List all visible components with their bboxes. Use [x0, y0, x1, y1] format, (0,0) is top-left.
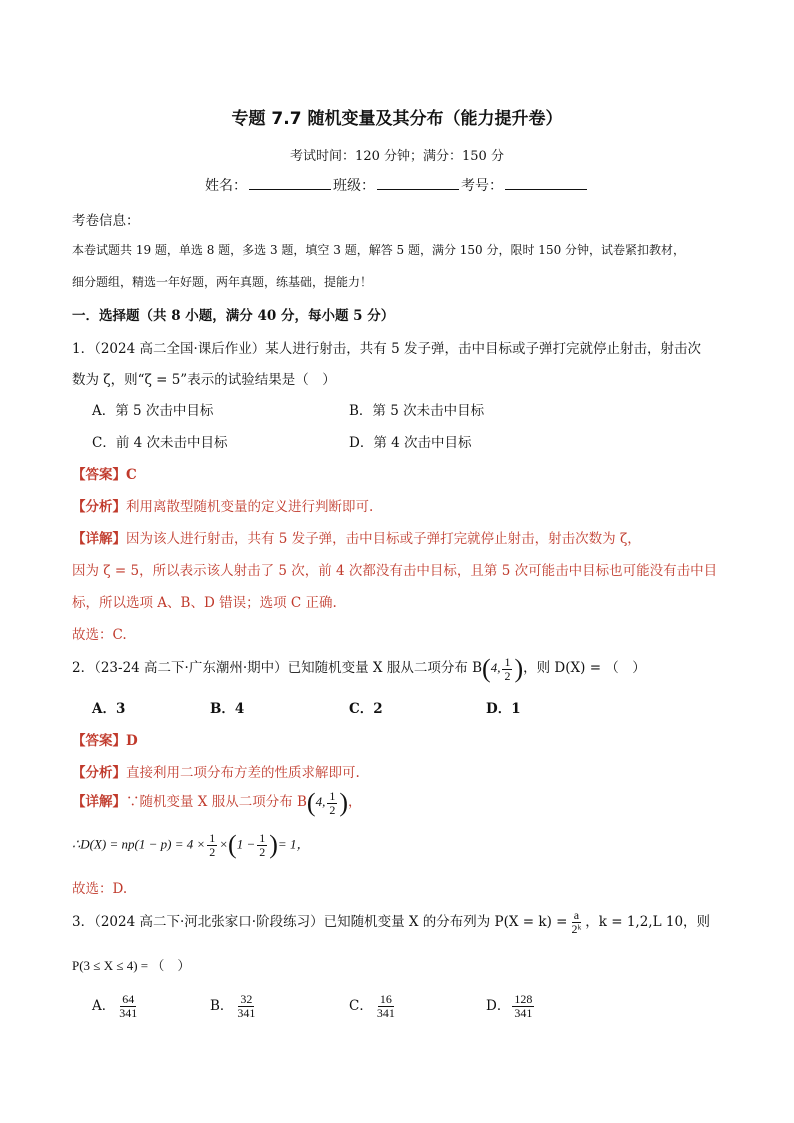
q2-detail-pre: ∵随机变量 X 服从二项分布 B: [126, 793, 307, 810]
q2-frac-num: 1: [504, 654, 511, 669]
q2-detail-frac-den: 2: [329, 802, 336, 817]
q2-calc-pre: ∴D(X) = np(1 − p) = 4 ×: [72, 836, 206, 852]
q2-calc-mid: ×: [219, 836, 229, 852]
q2-calc-frac-1-den: 2: [209, 844, 216, 859]
q3-option-a-den: 341: [119, 1006, 138, 1020]
q3-option-d: [486, 993, 536, 1020]
q2-calc-frac-2: [257, 832, 267, 859]
q3-option-a-num: 64: [122, 992, 135, 1006]
q2-calc-frac-1-num: 1: [209, 830, 216, 845]
q2-calc-frac-2-num: 1: [259, 830, 266, 845]
q1-option-d: D．第 4 次击中目标: [349, 435, 472, 451]
q1-option-c: C．前 4 次未击中目标: [92, 435, 228, 451]
q1-analysis: 利用离散型随机变量的定义进行判断即可.: [126, 499, 374, 515]
q3-option-c-frac: [375, 993, 397, 1020]
q1-option-b: B．第 5 次未击中目标: [349, 403, 485, 419]
answer-tag: 【答案】: [72, 467, 126, 483]
q2-calc-one: 1 −: [236, 836, 256, 852]
q3-option-c-num: 16: [379, 992, 392, 1006]
q2-option-a: A．3: [92, 701, 126, 717]
q2-option-d: D．1: [486, 701, 521, 717]
q3-line-2: P(3 ≤ X ≤ 4) = （ ）: [72, 958, 191, 973]
name-blank[interactable]: [249, 175, 331, 190]
exam-info: 考试时间：120 分钟；满分：150 分: [290, 149, 504, 164]
q3-option-b-frac: [235, 993, 257, 1020]
q2-detail-row: [72, 788, 362, 818]
q2-binomial: (4, $\frac{1}{2}$ ): [482, 654, 524, 683]
q2-calc-frac-1: [207, 832, 217, 859]
q1-detail-row-1: [72, 527, 641, 547]
q3-option-d-den: 341: [514, 1006, 533, 1020]
q2-answer-row: [72, 729, 138, 749]
q2-frac-den: 2: [504, 668, 511, 683]
q3-fraction: [569, 909, 583, 936]
q3-text-pre: 3．（2024 高二下·河北张家口·阶段练习）已知随机变量 X 的分布列为 P(X = k) =: [72, 914, 568, 930]
q2-detail-n: 4,: [315, 793, 326, 809]
q3-option-c-label: C．: [349, 998, 373, 1014]
q1-line-2: 数为 ζ，则“ζ = 5”表示的试验结果是（ ）: [72, 372, 336, 388]
q2-detail-frac-num: 1: [329, 788, 336, 803]
q1-analysis-row: [72, 495, 373, 515]
q2-answer: D: [126, 733, 138, 749]
info-label: 考卷信息：: [72, 213, 140, 229]
info-line-1: 本卷试题共 19 题，单选 8 题，多选 3 题，填空 3 题，解答 5 题，满分 150 分，限时 150 分钟，试卷紧扣教材，: [72, 243, 686, 257]
q2-text-post: ，则 D(X) = （ ）: [523, 659, 646, 676]
q3-frac-num: a: [573, 908, 580, 922]
number-blank[interactable]: [505, 175, 587, 190]
q2-detail-post: ，: [348, 793, 362, 810]
q1-line-1: 1．（2024 高二全国·课后作业）某人进行射击，共有 5 发子弹，击中目标或子弹打完就停止射击，射击次: [72, 341, 701, 357]
q3-option-c: [349, 993, 399, 1020]
detail-tag: 【详解】: [72, 531, 126, 547]
q3-frac-den: 2ᵏ: [571, 922, 582, 936]
student-info-row: [0, 175, 794, 195]
q1-detail-1: 因为该人进行射击，共有 5 发子弹，击中目标或子弹打完就停止射击，射击次数为 ζ，: [126, 531, 641, 547]
q2-option-c: C．2: [349, 701, 383, 717]
q1-answer-row: [72, 463, 137, 483]
analysis-tag: 【分析】: [72, 765, 126, 781]
class-blank[interactable]: [377, 175, 459, 190]
analysis-tag: 【分析】: [72, 499, 126, 515]
q3-option-b-num: 32: [240, 992, 253, 1006]
class-label: 班级：: [333, 178, 375, 194]
page-title: 专题 7.7 随机变量及其分布（能力提升卷）: [231, 109, 563, 129]
q2-detail-fraction: [327, 790, 337, 817]
q3-text-post: ，k = 1,2,L 10，则: [585, 914, 711, 930]
name-label: 姓名：: [205, 178, 247, 194]
q3-option-b-den: 341: [237, 1006, 256, 1020]
q2-analysis: 直接利用二项分布方差的性质求解即可.: [126, 765, 360, 781]
q3-option-d-label: D．: [486, 998, 511, 1014]
q1-answer: C: [126, 467, 137, 483]
q3-option-a: [92, 993, 141, 1020]
q2-line: [72, 654, 646, 684]
q1-detail-3: 标，所以选项 A、B、D 错误；选项 C 正确.: [72, 595, 337, 611]
q3-option-c-den: 341: [376, 1006, 395, 1020]
info-line-2: 细分题组，精选一年好题，两年真题，练基础，提能力！: [72, 275, 373, 289]
number-label: 考号：: [461, 178, 503, 194]
q2-text-pre: 2．（23-24 高二下·广东潮州·期中）已知随机变量 X 服从二项分布 B: [72, 659, 483, 676]
q2-calc-frac-2-den: 2: [259, 844, 266, 859]
q3-option-d-num: 128: [514, 992, 533, 1006]
q3-option-b: [210, 993, 259, 1020]
q2-detail-binomial: (4, $\frac{1}{2}$ ): [306, 788, 348, 817]
q1-detail-2: 因为 ζ = 5，所以表示该人射击了 5 次，前 4 次都没有击中目标，且第 5 次可能击中目标也可能没有击中目: [72, 563, 718, 579]
q3-line-1: [72, 909, 710, 936]
q3-option-a-frac: [117, 993, 139, 1020]
q1-option-a: A．第 5 次击中目标: [92, 403, 214, 419]
section-heading: 一．选择题（共 8 小题，满分 40 分，每小题 5 分）: [72, 308, 395, 324]
q2-choose: 故选：D.: [72, 881, 128, 897]
q1-choose: 故选：C.: [72, 627, 127, 643]
q3-option-b-label: B．: [210, 998, 234, 1014]
answer-tag: 【答案】: [72, 733, 126, 749]
q2-fraction: [502, 656, 512, 683]
q3-option-d-frac: [512, 993, 534, 1020]
detail-tag: 【详解】: [72, 793, 126, 810]
q2-option-b: B．4: [210, 701, 245, 717]
q3-option-a-label: A．: [92, 998, 116, 1014]
q2-n: 4,: [490, 659, 501, 675]
q2-calc-row: ∴D(X) = np(1 − p) = 4 × $\frac{1}{2}$ ×(1 − $\frac{1}{2}$ )= 1，: [72, 830, 310, 859]
q2-calc-post: = 1，: [277, 836, 310, 852]
q2-analysis-row: [72, 761, 360, 781]
